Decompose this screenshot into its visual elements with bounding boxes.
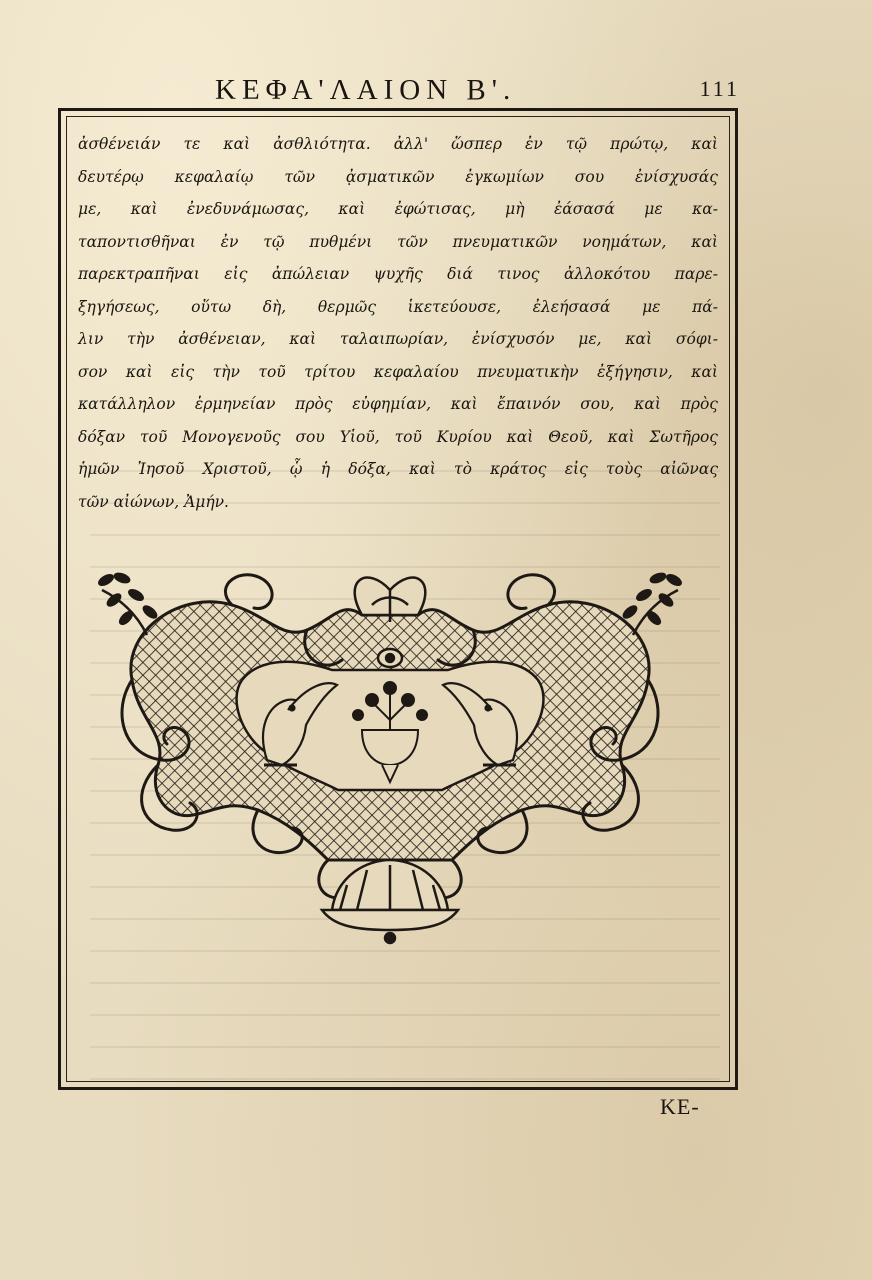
- text-line: κατάλληλον ἑρμηνείαν πρὸς εὐφημίαν, καὶ ἔπαινόν σου, καὶ πρὸς: [78, 395, 718, 413]
- text-line: ταποντισθῆναι ἐν τῷ πυθμένι τῶν πνευματικῶν νοημάτων, καὶ: [78, 232, 718, 251]
- text-line: τῶν αἰώνων, Ἀμήν.: [78, 492, 229, 511]
- shell-icon: [322, 860, 458, 943]
- body-text: [78, 128, 718, 518]
- text-line: ξηγήσεως, οὕτω δὴ, θερμῶς ἱκετεύουσε, ἐλεήσασά με πά-: [78, 297, 718, 316]
- text-line: με, καὶ ἐνεδυνάμωσας, καὶ ἐφώτισας, μὴ ἐάσασά με κα-: [78, 200, 718, 218]
- text-line: ἡμῶν Ἰησοῦ Χριστοῦ, ᾧ ἡ δόξα, καὶ τὸ κράτος εἰς τοὺς αἰῶνας: [78, 460, 718, 478]
- running-head: [60, 72, 742, 108]
- chapter-heading: ΚΕΦΑ'ΛΑΙΟΝ Β'.: [215, 74, 517, 106]
- text-line: δευτέρῳ κεφαλαίῳ τῶν ᾀσματικῶν ἐγκωμίων σου ἐνίσχυσάς: [78, 167, 718, 186]
- text-line: λιν τὴν ἀσθένειαν, καὶ ταλαιπωρίαν, ἐνίσχυσόν με, καὶ σόφι-: [78, 330, 718, 348]
- text-line: παρεκτραπῆναι εἰς ἀπώλειαν ψυχῆς διά τινος ἀλλοκότου παρε-: [78, 265, 718, 283]
- baroque-cartouche-ornament-icon: [92, 560, 688, 945]
- text-line: δόξαν τοῦ Μονογενοῦς σου Υἱοῦ, τοῦ Κυρίου καὶ Θεοῦ, καὶ Σωτῆρος: [78, 427, 718, 446]
- text-line: σον καὶ εἰς τὴν τοῦ τρίτου κεφαλαίου πνευματικὴν ἐξήγησιν, καὶ: [78, 362, 718, 381]
- page-number: 111: [699, 76, 740, 101]
- text-line: ἀσθένειάν τε καὶ ἀσθλιότητα. ἀλλ' ὥσπερ ἐν τῷ πρώτῳ, καὶ: [78, 135, 718, 153]
- catchword: ΚΕ-: [660, 1094, 700, 1119]
